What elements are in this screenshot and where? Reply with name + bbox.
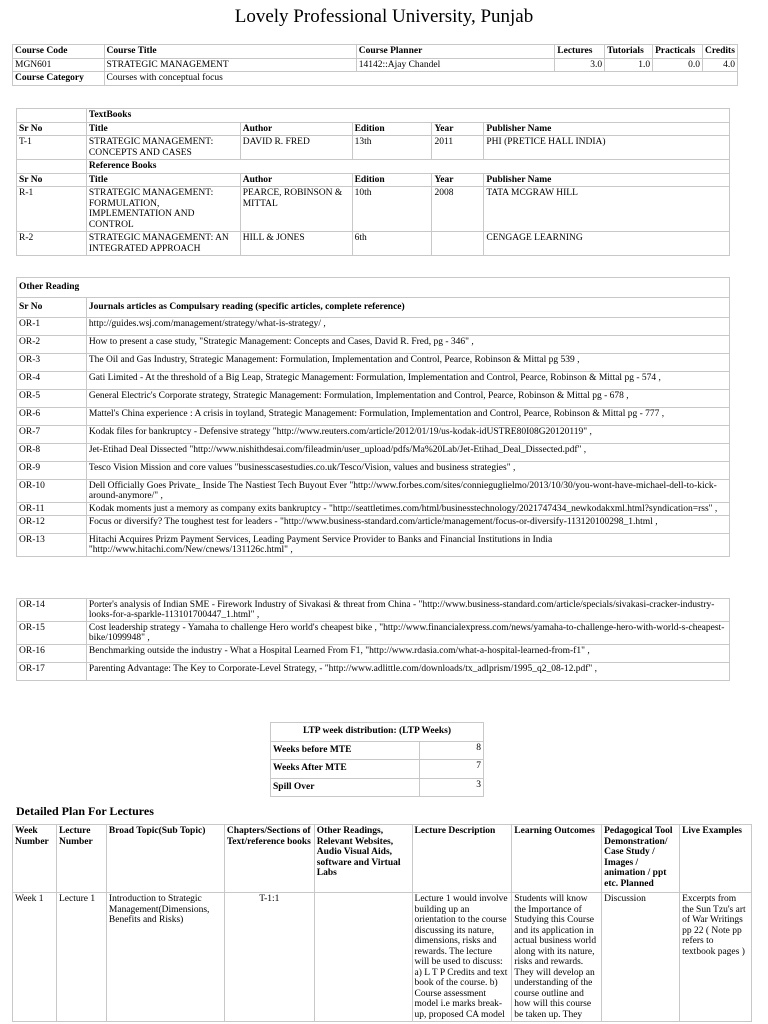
table-row: Weeks After MTE 7: [271, 760, 484, 779]
table-row: [17, 122, 730, 136]
header-year: Year: [432, 122, 484, 136]
table-row: T-1 STRATEGIC MANAGEMENT: CONCEPTS AND CASES DAVID R. FRED 13th 2011 PHI (PRETICE HALL INDIA): [17, 136, 730, 160]
table-row: [13, 72, 738, 86]
header-tutorials: Tutorials: [605, 45, 653, 59]
table-row: [13, 45, 738, 59]
detailed-plan-table: [12, 824, 752, 1022]
table-row: Sr No Journals articles as Compulsary reading (specific articles, complete reference): [17, 298, 730, 318]
course-planner: 14142::Ajay Chandel: [356, 58, 555, 72]
table-row: OR-16 Benchmarking outside the industry - What a Hospital Learned From F1, "http://www.rdasia.com/what-a-hospital-learned-from-f1" ,: [17, 645, 730, 663]
table-row: [17, 109, 730, 123]
other-reading-heading: Other Reading: [17, 278, 730, 298]
other-reading-table: [16, 277, 730, 557]
header-practicals: Practicals: [653, 45, 703, 59]
table-row: OR-12 Focus or diversify? The toughest test for leaders - "http://www.business-standard.com/article/management/focus-or-diversify-113120100298_1.html ,: [17, 516, 730, 534]
course-info-table: [12, 44, 738, 86]
ltp-table: [270, 722, 484, 797]
table-row: R-2 STRATEGIC MANAGEMENT: AN INTEGRATED APPROACH HILL & JONES 6th CENGAGE LEARNING: [17, 232, 730, 256]
table-row: OR-15 Cost leadership strategy - Yamaha to challenge Hero world's cheapest bike , "http://www.financialexpress.com/news/yamaha-to-challenge-hero-with-world-s-cheapest-bike/1099948" ,: [17, 622, 730, 645]
header-course-title: Course Title: [104, 45, 356, 59]
course-category-value: Courses with conceptual focus: [104, 72, 738, 86]
detailed-plan-heading: Detailed Plan For Lectures: [16, 804, 154, 818]
table-row: [17, 278, 730, 298]
header-publisher: Publisher Name: [484, 122, 730, 136]
table-row: OR-13 Hitachi Acquires Prizm Payment Services, Leading Payment Service Provider to Banks and Financial Institutions in India "http://www.hitachi.com/New/cnews/131126c.html" ,: [17, 534, 730, 557]
table-row: OR-9 Tesco Vision Mission and core values "businesscasestudies.co.uk/Tesco/Vision, values and business strategies" ,: [17, 462, 730, 480]
header-sr-no: Sr No: [17, 122, 87, 136]
table-row: Week Number Lecture Number Broad Topic(Sub Topic) Chapters/Sections of Text/reference books Other Readings, Relevant Websites, Audio Visual Aids, software and Virtual Labs Lecture Description Learning Outcomes Pedagogical Tool Demonstration/ Case Study / Images / animation / ppt etc. Planned Live Examples: [13, 825, 752, 893]
table-row: OR-11 Kodak moments just a memory as company exits bankruptcy - "http://seattletimes.com/html/businesstechnology/2021747434_newkodakxml.html?syndication=rss" ,: [17, 503, 730, 516]
page-title: Lovely Professional University, Punjab: [234, 6, 534, 27]
tutorials-value: 1.0: [605, 58, 653, 72]
table-row: Week 1 Lecture 1 Introduction to Strategic Management(Dimensions, Benefits and Risks) T-1:1 Lecture 1 would involve building up an orientation to the course discussing its nature, dimensions, risks and rewards. The lecture will be used to discuss: a) L T P Credits and text book of the course. b) Course assessment model i.e marks break-up, proposed CA model Students will know the Importance of Studying this Course and its application in actual business world along with its nature, risks and rewards. They will develop an understanding of the course outline and how will this course be taken up. They Discussion Excerpts from the Sun Tzu's art of War Writings pp 22 ( Note pp refers to textbook pages ): [13, 893, 752, 1022]
table-row: OR-6 Mattel's China experience : A crisis in toyland, Strategic Management: Formulation, Implementation and Control, Pearce, Robinson & Mittal pg - 777 ,: [17, 408, 730, 426]
table-row: [17, 160, 730, 174]
table-row: R-1 STRATEGIC MANAGEMENT: FORMULATION, IMPLEMENTATION AND CONTROL PEARCE, ROBINSON & MITTAL 10th 2008 TATA MCGRAW HILL: [17, 187, 730, 232]
books-table: [16, 108, 730, 256]
table-row: OR-14 Porter's analysis of Indian SME - Firework Industry of Sivakasi & threat from China - "http://www.business-standard.com/article/specials/sivakasi-cracker-industry-looks-for-a-sparkle-113101700447_1.html" ,: [17, 599, 730, 622]
table-row: OR-1 http://guides.wsj.com/management/strategy/what-is-strategy/ ,: [17, 318, 730, 336]
table-row: OR-3 The Oil and Gas Industry, Strategic Management: Formulation, Implementation and Control, Pearce, Robinson & Mittal pg 539 ,: [17, 354, 730, 372]
lectures-value: 3.0: [555, 58, 605, 72]
table-row: OR-8 Jet-Etihad Deal Dissected "http://www.nishithdesai.com/fileadmin/user_upload/pdfs/Ma%20Lab/Jet-Etihad_Deal_Dissected.pdf" ,: [17, 444, 730, 462]
course-category-label: Course Category: [13, 72, 105, 86]
header-credits: Credits: [703, 45, 738, 59]
header-course-planner: Course Planner: [356, 45, 555, 59]
table-row: Spill Over 3: [271, 778, 484, 797]
table-row: OR-4 Gati Limited - At the threshold of a Big Leap, Strategic Management: Formulation, Implementation and Control, Pearce, Robinson & Mittal pg - 574 ,: [17, 372, 730, 390]
course-code: MGN601: [13, 58, 105, 72]
table-row: [13, 58, 738, 72]
header-course-code: Course Code: [13, 45, 105, 59]
table-row: OR-10 Dell Officially Goes Private_ Inside The Nastiest Tech Buyout Ever "http://www.forbes.com/sites/connieguglielmo/2013/10/30/you-wont-have-michael-dell-to-kick-around-anymore/" ,: [17, 480, 730, 503]
ltp-heading: LTP week distribution: (LTP Weeks): [271, 723, 484, 742]
table-row: OR-7 Kodak files for bankruptcy - Defensive strategy "http://www.reuters.com/article/2012/01/19/us-kodak-idUSTRE80I08G20120119" ,: [17, 426, 730, 444]
practicals-value: 0.0: [653, 58, 703, 72]
table-row: OR-17 Parenting Advantage: The Key to Corporate-Level Strategy, - "http://www.adlittle.com/downloads/tx_adlprism/1995_q2_08-12.pdf" ,: [17, 663, 730, 681]
reference-books-heading: Reference Books: [86, 160, 729, 174]
credits-value: 4.0: [703, 58, 738, 72]
table-row: OR-2 How to present a case study, "Strategic Management: Concepts and Cases, David R. Fred, pg - 346" ,: [17, 336, 730, 354]
header-title: Title: [86, 122, 240, 136]
table-row: [271, 723, 484, 742]
table-row: Weeks before MTE 8: [271, 741, 484, 760]
other-reading-continued-table: [16, 598, 730, 681]
header-author: Author: [240, 122, 352, 136]
course-title: STRATEGIC MANAGEMENT: [104, 58, 356, 72]
header-edition: Edition: [352, 122, 432, 136]
textbooks-heading: TextBooks: [86, 109, 729, 123]
table-row: Sr No Title Author Edition Year Publisher Name: [17, 173, 730, 187]
header-lectures: Lectures: [555, 45, 605, 59]
table-row: OR-5 General Electric's Corporate strategy, Strategic Management: Formulation, Implementation and Control, Pearce, Robinson & Mittal pg - 678 ,: [17, 390, 730, 408]
